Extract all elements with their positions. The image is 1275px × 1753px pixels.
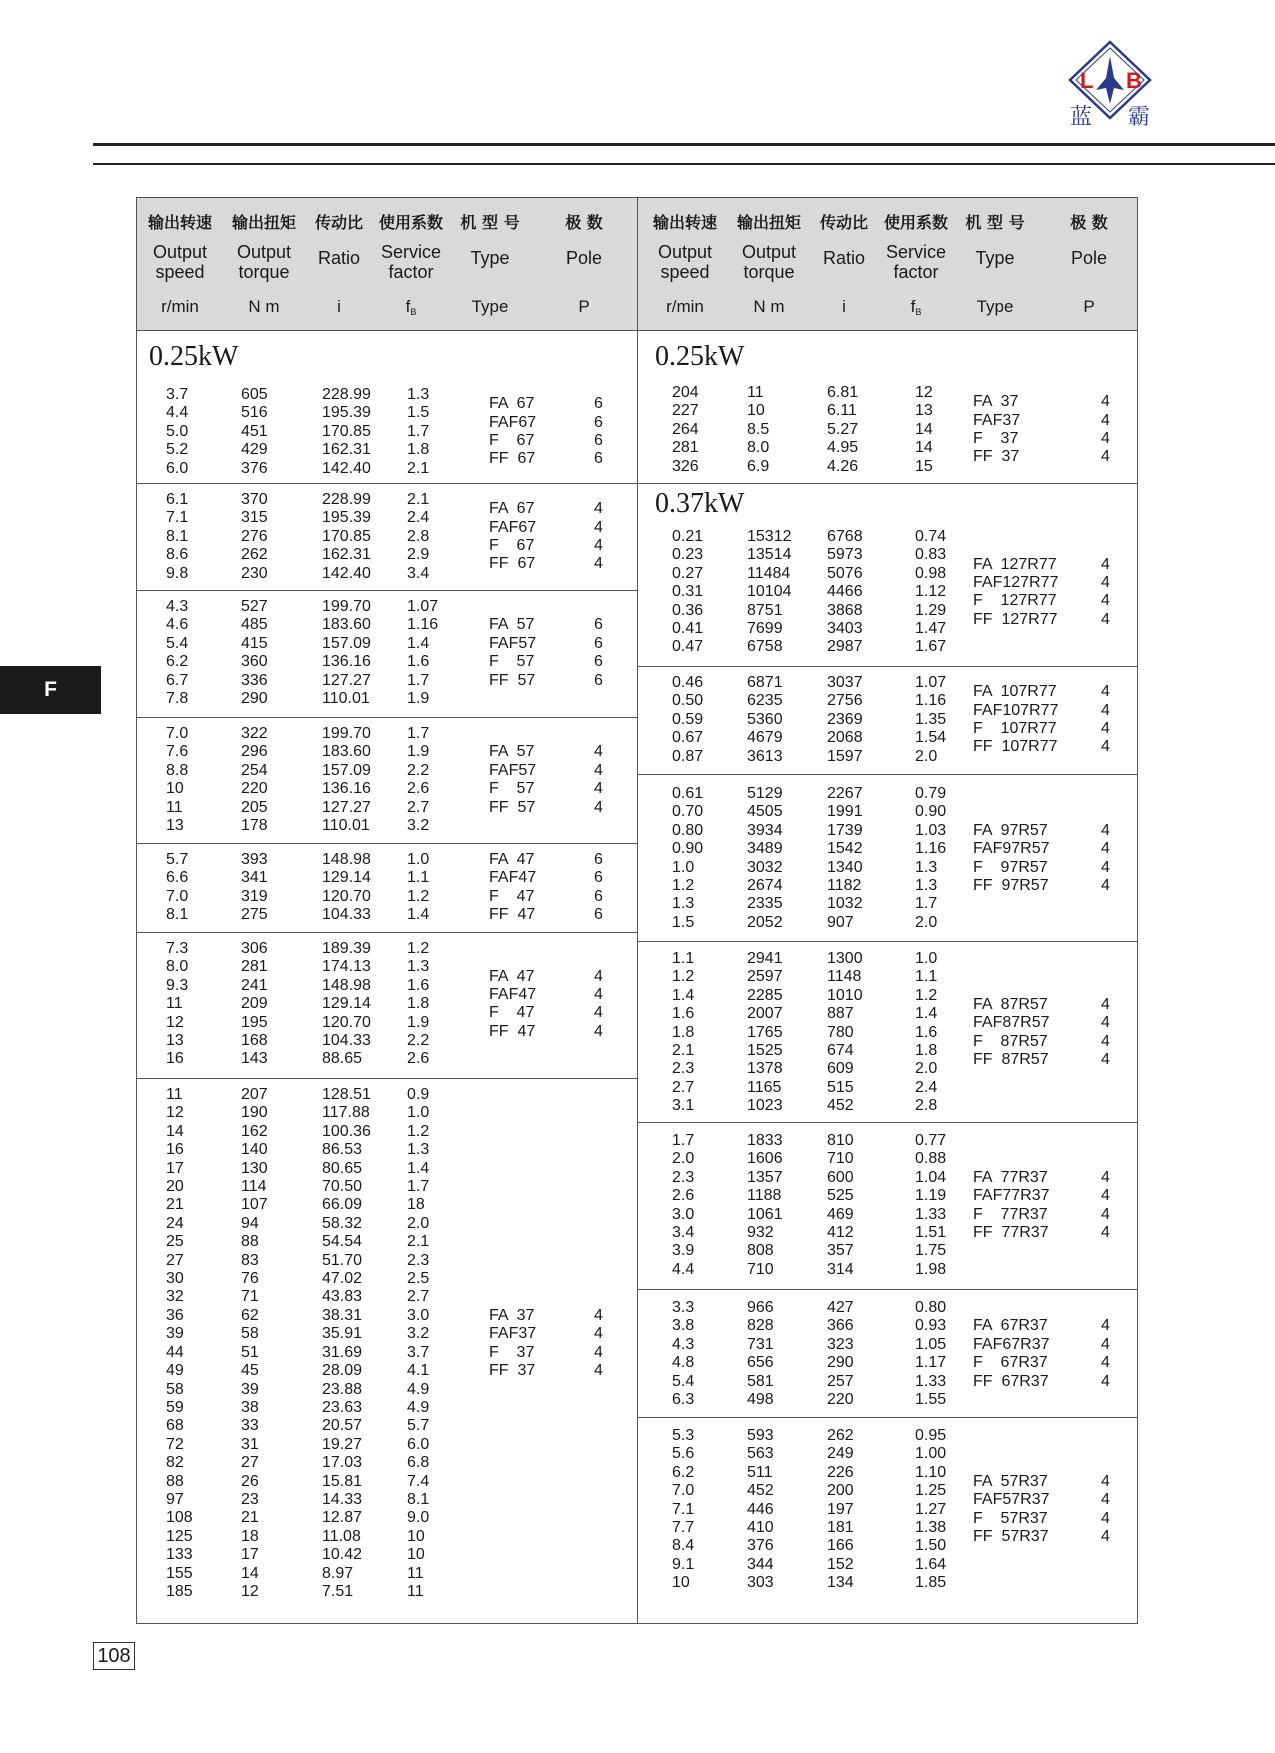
pole-cell: 6 6 6 6: [594, 616, 603, 689]
header-pole-en: Pole: [1070, 248, 1108, 268]
ratio-cell: 228.99 195.39 170.85 162.31 142.40: [322, 491, 371, 582]
type-cell: FA 57R37 FAF57R37 F 57R37 FF 57R37: [973, 1473, 1050, 1546]
torque-cell: 15312 13514 11484 10104 8751 7699 6758: [747, 528, 792, 656]
torque-cell: 306 281 241 209 195 168 143: [241, 940, 268, 1068]
spec-table: [136, 197, 1138, 1624]
group-divider: [638, 1417, 1138, 1418]
ratio-cell: 199.70 183.60 157.09 136.16 127.27 110.01: [322, 598, 371, 708]
header-ratio-en: Ratio: [822, 248, 866, 268]
type-cell: FA 107R77 FAF107R77 F 107R77 FF 107R77: [973, 683, 1059, 756]
torque-cell: 966 828 731 656 581 498: [747, 1299, 774, 1409]
pole-cell: 4 4 4 4: [594, 500, 603, 573]
header-speed-en: Output speed: [152, 242, 208, 282]
torque-cell: 605 516 451 429 376: [241, 386, 268, 477]
header-torque-unit: N m: [753, 297, 785, 316]
sf-cell: 1.7 1.9 2.2 2.6 2.7 3.2: [407, 725, 430, 835]
header-type-cn: 机 型 号: [460, 213, 520, 232]
type-cell: FA 57 FAF57 F 57 FF 57: [489, 616, 537, 689]
pole-cell: 4 4 4 4: [1101, 555, 1110, 628]
brand-text-1: 蓝: [1070, 105, 1093, 130]
header-type-en: Type: [470, 248, 510, 268]
header-speed-en: Output speed: [657, 242, 713, 282]
torque-cell: 370 315 276 262 230: [241, 491, 268, 582]
header-sf-en: Service factor: [885, 242, 947, 282]
header-torque-cn: 输出扭矩: [231, 213, 296, 232]
sf-cell: 0.95 1.00 1.10 1.25 1.27 1.38 1.50 1.64 1.85: [915, 1427, 947, 1592]
ratio-cell: 148.98 129.14 120.70 104.33: [322, 851, 371, 924]
ratio-cell: 6.81 6.11 5.27 4.95 4.26: [827, 384, 859, 475]
type-cell: FA 67 FAF67 F 67 FF 67: [489, 395, 537, 468]
sf-cell: 0.9 1.0 1.2 1.3 1.4 1.7 18 2.0 2.1 2.3 2.5 2.7 3.0 3.2 3.7 4.1 4.9 4.9 5.7 6.0 6.8 7.4 8.1 9.0 10 10 11 11: [407, 1086, 430, 1600]
header-rule-2: [93, 163, 1275, 165]
group-divider: [638, 774, 1138, 775]
ratio-cell: 3037 2756 2369 2068 1597: [827, 674, 863, 765]
pole-cell: 4 4 4 4: [1101, 393, 1110, 466]
header-type-unit: Type: [976, 297, 1014, 316]
ratio-cell: 810 710 600 525 469 412 357 314: [827, 1132, 854, 1278]
ratio-cell: 199.70 183.60 157.09 136.16 127.27 110.01: [322, 725, 371, 835]
ratio-cell: 128.51 117.88 100.36 86.53 80.65 70.50 66.09 58.32 54.54 51.70 47.02 43.83 38.31 35.91 31.69 28.09 23.88 23.63 20.57 19.27 17.03 15.81 14.33 12.87 11.08 10.42 8.97 7.51: [322, 1086, 371, 1600]
torque-cell: 393 341 319 275: [241, 851, 268, 924]
type-cell: FA 97R57 FAF97R57 F 97R57 FF 97R57: [973, 821, 1050, 895]
ratio-cell: 2267 1991 1739 1542 1340 1182 1032 907: [827, 785, 863, 931]
pole-cell: 4 4 4 4: [594, 967, 603, 1040]
pole-cell: 4 4 4 4: [594, 743, 603, 816]
type-cell: FA 77R37 FAF77R37 F 77R37 FF 77R37: [973, 1168, 1050, 1242]
pole-cell: 4 4 4 4: [1101, 683, 1110, 756]
speed-cell: 5.7 6.6 7.0 8.1: [166, 851, 189, 924]
torque-cell: 207 190 162 140 130 114 107 94 88 83 76 71 62 58 51 45 39 38 33 31 27 26 23 21 18 17 14 12: [241, 1086, 268, 1600]
sf-cell: 1.2 1.3 1.6 1.8 1.9 2.2 2.6: [407, 940, 430, 1068]
header-pole-cn: 极 数: [565, 213, 603, 232]
power-label: 0.25kW: [149, 341, 239, 372]
sf-cell: 0.80 0.93 1.05 1.17 1.33 1.55: [915, 1299, 947, 1409]
type-cell: FA 47 FAF47 F 47 FF 47: [489, 851, 537, 924]
sf-cell: 1.0 1.1 1.2 1.4: [407, 851, 430, 924]
type-cell: FA 47 FAF47 F 47 FF 47: [489, 967, 537, 1040]
ratio-cell: 6768 5973 5076 4466 3868 3403 2987: [827, 528, 863, 656]
page-number: 108: [93, 1642, 135, 1670]
sf-cell: 0.77 0.88 1.04 1.19 1.33 1.51 1.75 1.98: [915, 1132, 947, 1278]
header-pole-unit: P: [578, 297, 590, 316]
sf-cell: 1.07 1.16 1.4 1.6 1.7 1.9: [407, 598, 439, 708]
torque-cell: 527 485 415 360 336 290: [241, 598, 268, 708]
header-speed-cn: 输出转速: [147, 213, 212, 232]
type-cell: FA 127R77 FAF127R77 F 127R77 FF 127R77: [973, 555, 1059, 628]
header-torque-unit: N m: [248, 297, 280, 316]
header-torque-en: Output torque: [741, 242, 797, 282]
header-speed-unit: r/min: [666, 297, 704, 316]
group-divider: [137, 483, 637, 484]
type-cell: FA 37 FAF37 F 37 FF 37: [489, 1306, 537, 1380]
pole-cell: 4 4 4 4: [1101, 1317, 1110, 1390]
speed-cell: 0.46 0.50 0.59 0.67 0.87: [672, 674, 704, 765]
group-divider: [137, 717, 637, 718]
ratio-cell: 189.39 174.13 148.98 129.14 120.70 104.33 88.65: [322, 940, 371, 1068]
header-ratio-unit: i: [337, 297, 341, 316]
sf-cell: 1.0 1.1 1.2 1.4 1.6 1.8 2.0 2.4 2.8: [915, 950, 938, 1115]
pole-cell: 4 4 4 4: [1101, 1168, 1110, 1242]
header-pole-en: Pole: [565, 248, 603, 268]
sf-cell: 1.3 1.5 1.7 1.8 2.1: [407, 386, 430, 477]
header-type-unit: Type: [471, 297, 509, 316]
group-divider: [137, 590, 637, 591]
ratio-cell: 427 366 323 290 257 220: [827, 1299, 854, 1409]
group-divider: [638, 941, 1138, 942]
type-cell: FA 57 FAF57 F 57 FF 57: [489, 743, 537, 816]
speed-cell: 3.3 3.8 4.3 4.8 5.4 6.3: [672, 1299, 695, 1409]
speed-cell: 5.3 5.6 6.2 7.0 7.1 7.7 8.4 9.1 10: [672, 1427, 695, 1592]
torque-cell: 6871 6235 5360 4679 3613: [747, 674, 783, 765]
svg-text:L: L: [1080, 68, 1094, 93]
header-type-cn: 机 型 号: [965, 213, 1025, 232]
column-divider: [637, 198, 638, 1623]
torque-cell: 11 10 8.5 8.0 6.9: [747, 384, 770, 475]
power-label-2: 0.37kW: [655, 488, 745, 519]
header-pole-cn: 极 数: [1070, 213, 1108, 232]
torque-cell: 5129 4505 3934 3489 3032 2674 2335 2052: [747, 785, 783, 931]
group-divider: [137, 843, 637, 844]
group-divider: [638, 1122, 1138, 1123]
group-divider: [638, 483, 1138, 484]
header-sf-cn: 使用系数: [883, 213, 948, 232]
speed-cell: 1.1 1.2 1.4 1.6 1.8 2.1 2.3 2.7 3.1: [672, 950, 695, 1115]
header-ratio-cn: 传动比: [314, 213, 363, 232]
header-sf-unit: fB: [405, 297, 417, 317]
ratio-cell: 228.99 195.39 170.85 162.31 142.40: [322, 386, 371, 477]
speed-cell: 1.7 2.0 2.3 2.6 3.0 3.4 3.9 4.4: [672, 1132, 695, 1278]
ratio-cell: 1300 1148 1010 887 780 674 609 515 452: [827, 950, 863, 1115]
header-sf-unit: fB: [910, 297, 922, 317]
sf-cell: 0.79 0.90 1.03 1.16 1.3 1.3 1.7 2.0: [915, 785, 947, 931]
speed-cell: 6.1 7.1 8.1 8.6 9.8: [166, 491, 189, 582]
group-divider: [137, 932, 637, 933]
sf-cell: 1.07 1.16 1.35 1.54 2.0: [915, 674, 947, 765]
type-cell: FA 67R37 FAF67R37 F 67R37 FF 67R37: [973, 1317, 1050, 1390]
sf-cell: 2.1 2.4 2.8 2.9 3.4: [407, 491, 430, 582]
speed-cell: 3.7 4.4 5.0 5.2 6.0: [166, 386, 189, 477]
type-cell: FA 37 FAF37 F 37 FF 37: [973, 393, 1021, 466]
header-sf-en: Service factor: [380, 242, 442, 282]
speed-cell: 0.61 0.70 0.80 0.90 1.0 1.2 1.3 1.5: [672, 785, 704, 931]
speed-cell: 4.3 4.6 5.4 6.2 6.7 7.8: [166, 598, 189, 708]
speed-cell: 11 12 14 16 17 20 21 24 25 27 30 32 36 39 44 49 58 59 68 72 82 88 97 108 125 133 155 185: [166, 1086, 193, 1600]
header-ratio-cn: 传动比: [819, 213, 868, 232]
pole-cell: 4 4 4 4: [1101, 1473, 1110, 1546]
svg-text:B: B: [1126, 68, 1142, 93]
header-speed-cn: 输出转速: [652, 213, 717, 232]
group-divider: [137, 1078, 637, 1079]
header-rule: [93, 143, 1275, 146]
sf-cell: 0.74 0.83 0.98 1.12 1.29 1.47 1.67: [915, 528, 947, 656]
speed-cell: 7.3 8.0 9.3 11 12 13 16: [166, 940, 189, 1068]
torque-cell: 2941 2597 2285 2007 1765 1525 1378 1165 1023: [747, 950, 783, 1115]
pole-cell: 4 4 4 4: [1101, 821, 1110, 895]
header-pole-unit: P: [1083, 297, 1095, 316]
header-sf-cn: 使用系数: [378, 213, 443, 232]
pole-cell: 6 6 6 6: [594, 851, 603, 924]
header-ratio-en: Ratio: [317, 248, 361, 268]
header-ratio-unit: i: [842, 297, 846, 316]
power-label: 0.25kW: [655, 341, 745, 372]
type-cell: FA 87R57 FAF87R57 F 87R57 FF 87R57: [973, 996, 1050, 1069]
torque-cell: 322 296 254 220 205 178: [241, 725, 268, 835]
pole-cell: 4 4 4 4: [594, 1306, 603, 1380]
speed-cell: 0.21 0.23 0.27 0.31 0.36 0.41 0.47: [672, 528, 704, 656]
type-cell: FA 67 FAF67 F 67 FF 67: [489, 500, 537, 573]
speed-cell: 204 227 264 281 326: [672, 384, 699, 475]
sf-cell: 12 13 14 14 15: [915, 384, 933, 475]
brand-text-2: 霸: [1128, 105, 1151, 130]
group-divider: [638, 1289, 1138, 1290]
speed-cell: 7.0 7.6 8.8 10 11 13: [166, 725, 189, 835]
header-torque-en: Output torque: [236, 242, 292, 282]
header-speed-unit: r/min: [161, 297, 199, 316]
header-type-en: Type: [975, 248, 1015, 268]
header-torque-cn: 输出扭矩: [736, 213, 801, 232]
group-divider: [638, 666, 1138, 667]
pole-cell: 4 4 4 4: [1101, 996, 1110, 1069]
pole-cell: 6 6 6 6: [594, 395, 603, 468]
section-tab: F: [0, 666, 101, 714]
torque-cell: 593 563 511 452 446 410 376 344 303: [747, 1427, 774, 1592]
ratio-cell: 262 249 226 200 197 181 166 152 134: [827, 1427, 854, 1592]
torque-cell: 1833 1606 1357 1188 1061 932 808 710: [747, 1132, 783, 1278]
